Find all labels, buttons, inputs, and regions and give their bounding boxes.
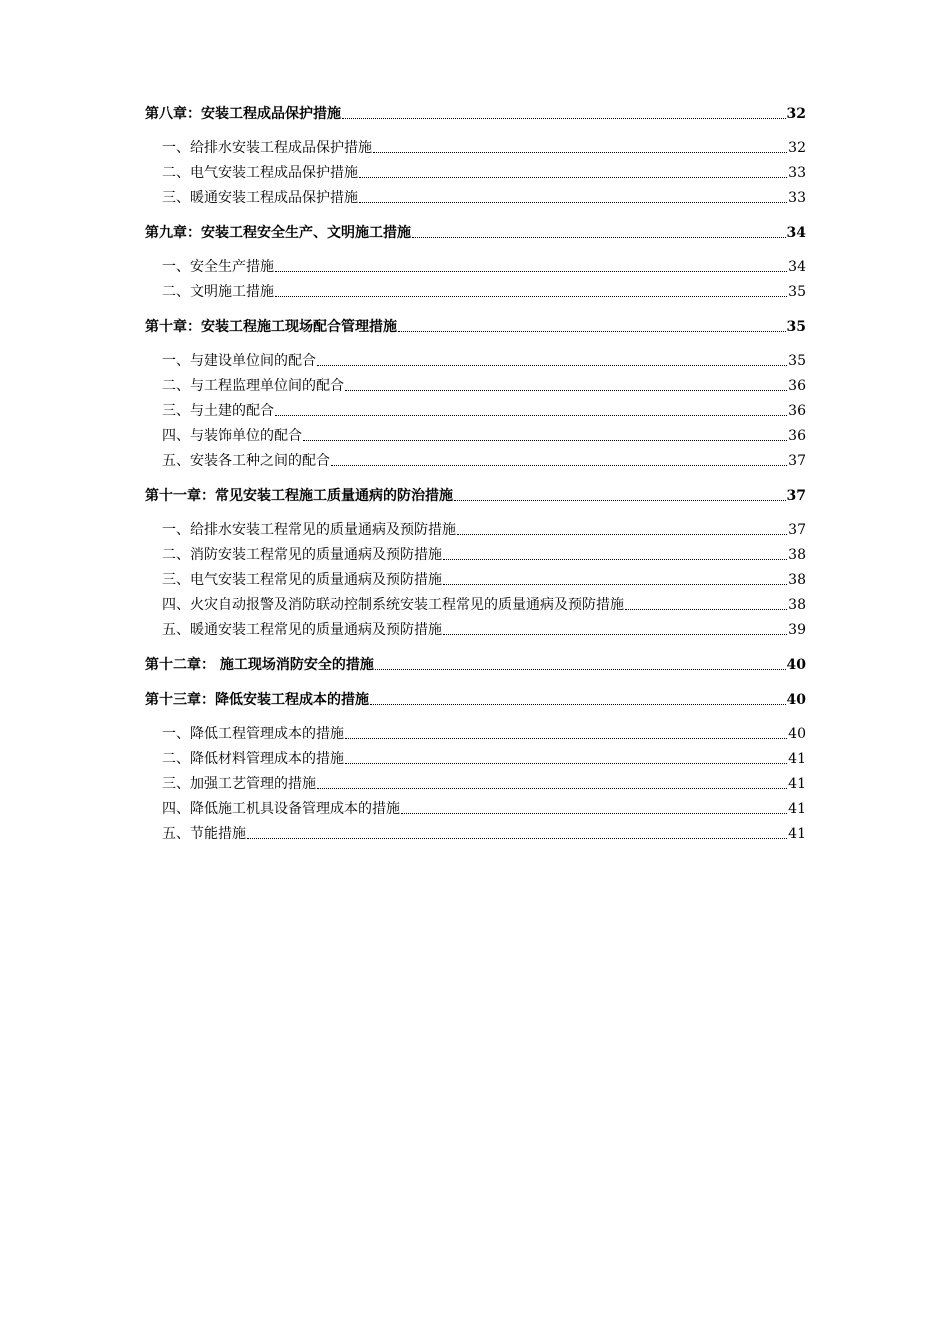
toc-chapter-entry[interactable] — [145, 480, 806, 505]
toc-page-number: 34 — [786, 225, 806, 241]
dot-leader — [454, 500, 786, 501]
toc-entry-title: 第十二章： 施工现场消防安全的措施 — [145, 657, 374, 673]
toc-section-entry[interactable] — [145, 614, 806, 639]
toc-chapter-entry[interactable] — [145, 311, 806, 336]
toc-page-number: 41 — [788, 801, 806, 817]
toc-entry-title: 一、降低工程管理成本的措施 — [162, 726, 344, 742]
toc-page-number: 34 — [788, 259, 806, 275]
toc-page-number: 33 — [788, 165, 806, 181]
toc-page-number: 35 — [788, 353, 806, 369]
toc-section-entry[interactable] — [145, 132, 806, 157]
toc-page-number: 39 — [788, 622, 806, 638]
dot-leader — [317, 788, 787, 789]
dot-leader — [375, 669, 786, 670]
toc-section-entry[interactable] — [145, 818, 806, 843]
toc-entry-title: 二、文明施工措施 — [162, 284, 274, 300]
toc-entry-title: 三、暖通安装工程成品保护措施 — [162, 190, 358, 206]
toc-page-number: 36 — [788, 403, 806, 419]
toc-entry-title: 第十三章：降低安装工程成本的措施 — [145, 692, 369, 708]
toc-chapter-entry[interactable] — [145, 649, 806, 674]
toc-page-number: 33 — [788, 190, 806, 206]
toc-entry-title: 三、电气安装工程常见的质量通病及预防措施 — [162, 572, 442, 588]
toc-entry-title: 四、与装饰单位的配合 — [162, 428, 302, 444]
dot-leader — [275, 271, 787, 272]
toc-entry-title: 第九章：安装工程安全生产、文明施工措施 — [145, 225, 411, 241]
toc-section-entry[interactable] — [145, 514, 806, 539]
toc-entry-title: 四、火灾自动报警及消防联动控制系统安装工程常见的质量通病及预防措施 — [162, 597, 624, 613]
dot-leader — [373, 152, 787, 153]
toc-entry-title: 五、节能措施 — [162, 826, 246, 842]
toc-page-number: 41 — [788, 826, 806, 842]
toc-page-number: 38 — [788, 597, 806, 613]
dot-leader — [370, 704, 786, 705]
toc-section-entry[interactable] — [145, 182, 806, 207]
toc-entry-title: 三、加强工艺管理的措施 — [162, 776, 316, 792]
toc-section-entry[interactable] — [145, 395, 806, 420]
toc-section-entry[interactable] — [145, 793, 806, 818]
dot-leader — [345, 738, 787, 739]
toc-section-entry[interactable] — [145, 564, 806, 589]
toc-page-number: 35 — [786, 319, 806, 335]
toc-entry-title: 五、暖通安装工程常见的质量通病及预防措施 — [162, 622, 442, 638]
toc-page-number: 38 — [788, 572, 806, 588]
dot-leader — [317, 365, 787, 366]
toc-page-number: 41 — [788, 776, 806, 792]
toc-page-number: 40 — [786, 692, 806, 708]
dot-leader — [345, 763, 787, 764]
dot-leader — [359, 177, 787, 178]
dot-leader — [275, 296, 787, 297]
dot-leader — [247, 838, 787, 839]
dot-leader — [443, 584, 787, 585]
toc-entry-title: 五、安装各工种之间的配合 — [162, 453, 330, 469]
toc-section-entry[interactable] — [145, 370, 806, 395]
toc-entry-title: 二、电气安装工程成品保护措施 — [162, 165, 358, 181]
toc-section-entry[interactable] — [145, 589, 806, 614]
toc-chapter-entry[interactable] — [145, 98, 806, 123]
toc-chapter-entry[interactable] — [145, 684, 806, 709]
toc-page-number: 36 — [788, 428, 806, 444]
toc-section-entry[interactable] — [145, 251, 806, 276]
toc-section-entry[interactable] — [145, 539, 806, 564]
toc-entry-title: 一、安全生产措施 — [162, 259, 274, 275]
toc-entry-title: 第十一章：常见安装工程施工质量通病的防治措施 — [145, 488, 453, 504]
dot-leader — [401, 813, 787, 814]
toc-section-entry[interactable] — [145, 768, 806, 793]
toc-entry-title: 一、给排水安装工程成品保护措施 — [162, 140, 372, 156]
dot-leader — [303, 440, 787, 441]
toc-entry-title: 三、与土建的配合 — [162, 403, 274, 419]
dot-leader — [275, 415, 787, 416]
dot-leader — [398, 331, 786, 332]
toc-entry-title: 一、给排水安装工程常见的质量通病及预防措施 — [162, 522, 456, 538]
toc-page-number: 32 — [786, 106, 806, 122]
toc-page-number: 37 — [788, 453, 806, 469]
toc-section-entry[interactable] — [145, 276, 806, 301]
toc-section-entry[interactable] — [145, 345, 806, 370]
dot-leader — [342, 118, 786, 119]
dot-leader — [331, 465, 787, 466]
toc-page-number: 32 — [788, 140, 806, 156]
toc-entry-title: 二、消防安装工程常见的质量通病及预防措施 — [162, 547, 442, 563]
dot-leader — [625, 609, 787, 610]
toc-entry-title: 二、降低材料管理成本的措施 — [162, 751, 344, 767]
toc-page-number: 41 — [788, 751, 806, 767]
toc-page-number: 37 — [786, 488, 806, 504]
dot-leader — [345, 390, 787, 391]
dot-leader — [443, 634, 787, 635]
dot-leader — [457, 534, 787, 535]
toc-entry-title: 二、与工程监理单位间的配合 — [162, 378, 344, 394]
toc-section-entry[interactable] — [145, 420, 806, 445]
toc-chapter-entry[interactable] — [145, 217, 806, 242]
toc-entry-title: 第十章：安装工程施工现场配合管理措施 — [145, 319, 397, 335]
toc-page-number: 38 — [788, 547, 806, 563]
toc-entry-title: 四、降低施工机具设备管理成本的措施 — [162, 801, 400, 817]
toc-page-number: 40 — [786, 657, 806, 673]
toc-page-number: 40 — [788, 726, 806, 742]
dot-leader — [443, 559, 787, 560]
toc-section-entry[interactable] — [145, 157, 806, 182]
toc-entry-title: 一、与建设单位间的配合 — [162, 353, 316, 369]
table-of-contents — [145, 98, 806, 843]
toc-section-entry[interactable] — [145, 718, 806, 743]
toc-page-number: 36 — [788, 378, 806, 394]
toc-entry-title: 第八章：安装工程成品保护措施 — [145, 106, 341, 122]
dot-leader — [412, 237, 786, 238]
toc-page-number: 35 — [788, 284, 806, 300]
dot-leader — [359, 202, 787, 203]
toc-section-entry[interactable] — [145, 445, 806, 470]
toc-section-entry[interactable] — [145, 743, 806, 768]
toc-page-number: 37 — [788, 522, 806, 538]
